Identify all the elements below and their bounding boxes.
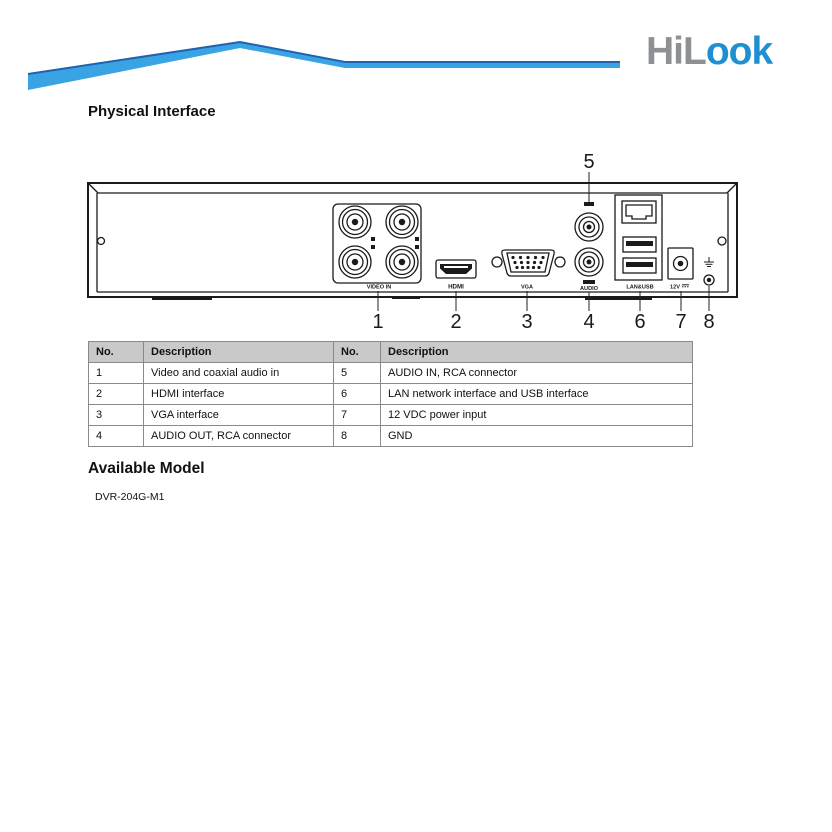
callout-number-5: 5 [583, 151, 595, 173]
lan-port [622, 201, 656, 223]
usb-port [623, 258, 656, 273]
channel-tag [371, 237, 375, 241]
table-header-cell: Description [381, 342, 693, 363]
lan-usb-label: LAN&USB [626, 284, 654, 291]
callout-number-2: 2 [450, 311, 462, 333]
section-title-physical-interface: Physical Interface [88, 103, 216, 120]
table-header-cell: No. [334, 342, 381, 363]
table-row [89, 405, 693, 426]
video-in-label: VIDEO IN [366, 284, 392, 291]
table-cell-no: 8 [334, 426, 381, 447]
screw-hole-left [98, 238, 105, 245]
audio-out-tag [583, 280, 595, 284]
table-cell-no: 1 [89, 363, 144, 384]
table-cell-no: 3 [89, 405, 144, 426]
table-cell-description: 12 VDC power input [381, 405, 693, 426]
audio-label: AUDIO [579, 286, 599, 292]
table-cell-description: Video and coaxial audio in [144, 363, 334, 384]
channel-tag [371, 245, 375, 249]
channel-tag [415, 245, 419, 249]
table-cell-description: VGA interface [144, 405, 334, 426]
table-header-row [89, 342, 693, 363]
callout-number-7: 7 [675, 311, 687, 333]
table-cell-description: LAN network interface and USB interface [381, 384, 693, 405]
model-number: DVR-204G-M1 [95, 491, 165, 503]
interface-table [88, 341, 693, 447]
table-header-cell: No. [89, 342, 144, 363]
vga-label: VGA [520, 284, 534, 291]
callout-number-8: 8 [703, 311, 715, 333]
logo-text-gray: HiL [646, 30, 706, 73]
table-cell-description: HDMI interface [144, 384, 334, 405]
rca-audio-in [575, 213, 603, 241]
callout-number-1: 1 [372, 311, 384, 333]
table-header-cell: Description [144, 342, 334, 363]
screw-hole-right [718, 237, 726, 245]
channel-tag [415, 237, 419, 241]
table-cell-no: 4 [89, 426, 144, 447]
section-title-available-model: Available Model [88, 460, 205, 477]
brand-logo [646, 32, 772, 71]
lan-usb-ports [615, 195, 662, 291]
callout-number-3: 3 [521, 311, 533, 333]
callout-number-4: 4 [583, 311, 595, 333]
rca-audio-out [575, 248, 603, 276]
video-in-ports [333, 204, 421, 291]
table-cell-no: 7 [334, 405, 381, 426]
audio-in-tag [584, 202, 594, 206]
table-cell-description: GND [381, 426, 693, 447]
table-cell-no: 2 [89, 384, 144, 405]
usb-port [623, 237, 656, 252]
table-row [89, 426, 693, 447]
callout-number-6: 6 [634, 311, 646, 333]
power-label: 12V [670, 284, 680, 291]
rear-panel-diagram [0, 140, 832, 340]
table-row [89, 363, 693, 384]
table-row [89, 384, 693, 405]
logo-text-blue: ook [705, 30, 773, 73]
table-cell-description: AUDIO OUT, RCA connector [144, 426, 334, 447]
hdmi-label: HDMI [448, 283, 464, 291]
table-cell-no: 6 [334, 384, 381, 405]
table-cell-no: 5 [334, 363, 381, 384]
table-cell-description: AUDIO IN, RCA connector [381, 363, 693, 384]
